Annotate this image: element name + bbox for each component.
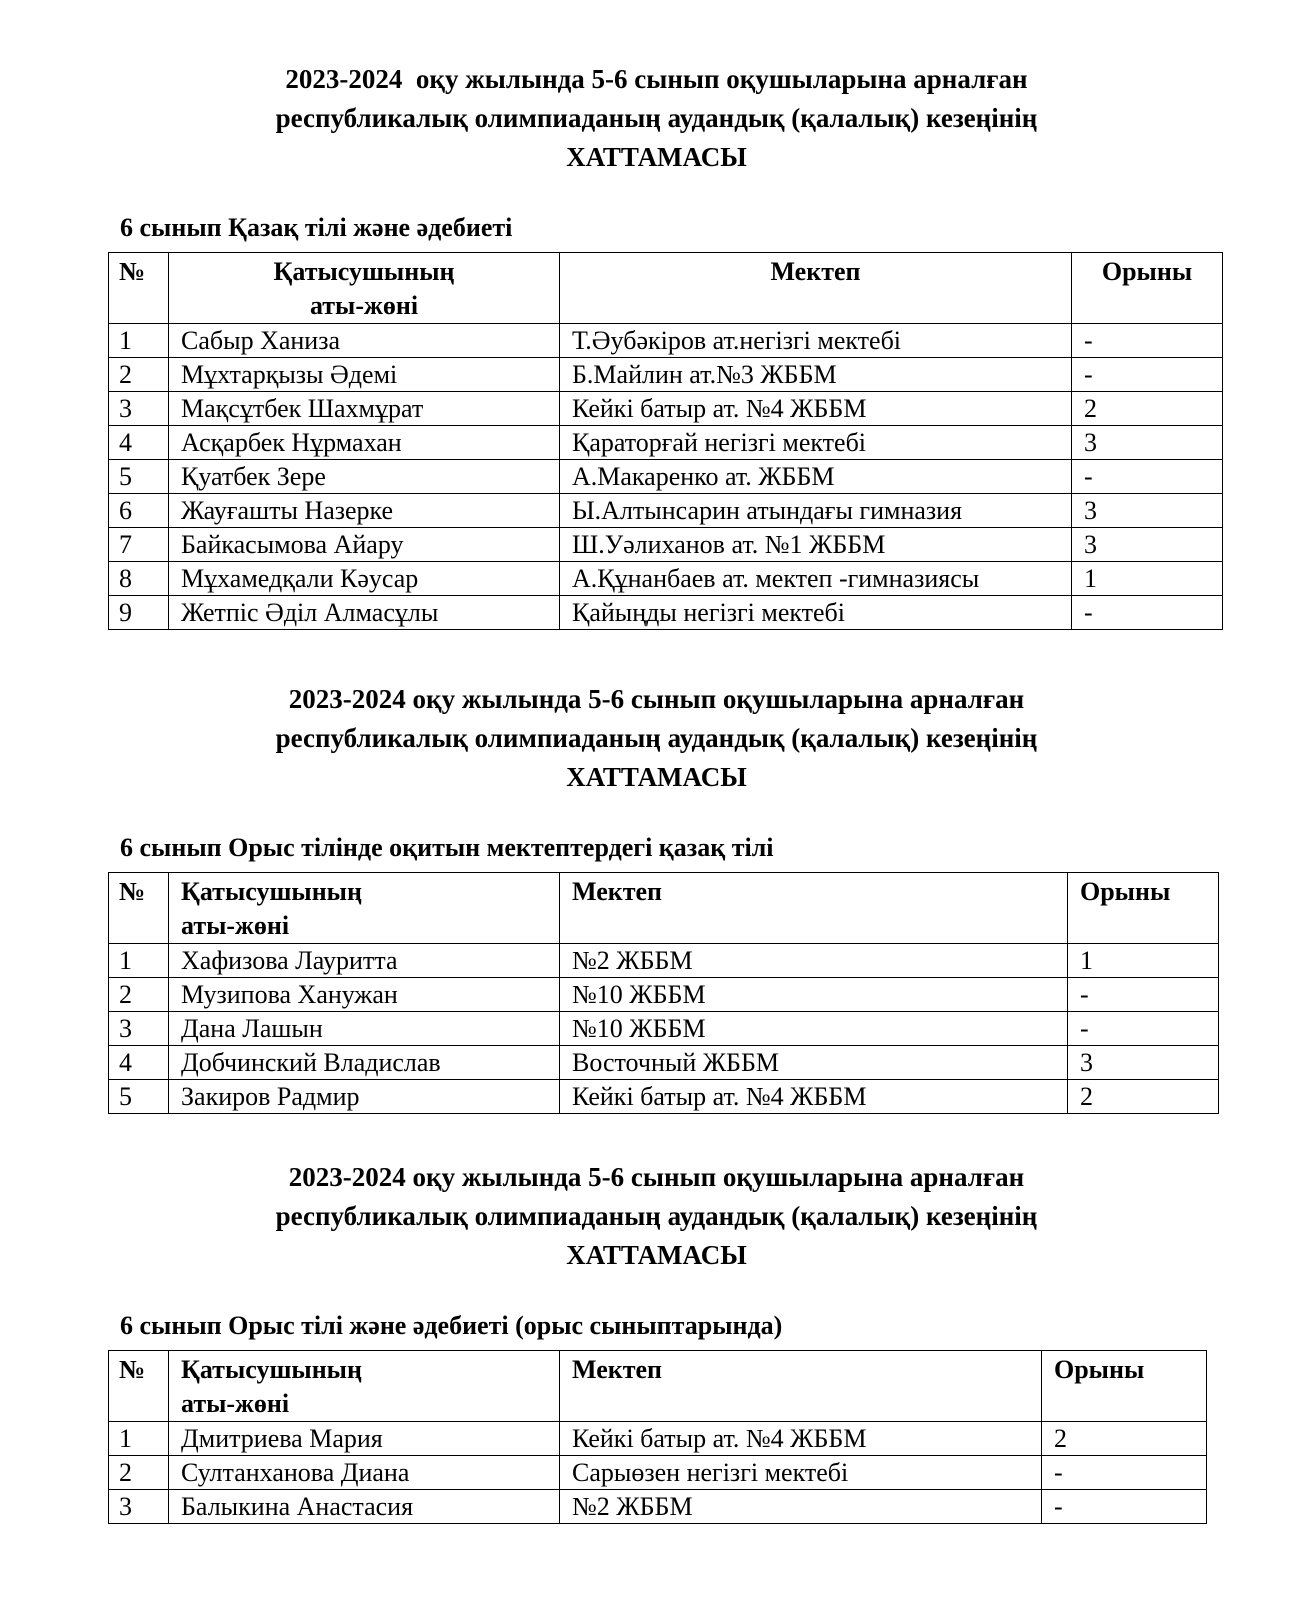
heading-line-1: 2023-2024 оқу жылында 5-6 сынып оқушыларына арналған — [285, 64, 1028, 94]
cell-number: 2 — [109, 978, 169, 1012]
cell-place: 2 — [1042, 1422, 1207, 1456]
heading-line-2: республикалық олимпиаданың аудандық (қалалық) кезеңінің — [275, 1201, 1038, 1231]
cell-school: Восточный ЖББМ — [560, 1046, 1068, 1080]
cell-place: 2 — [1068, 1080, 1219, 1114]
heading-line-3: ХАТТАМАСЫ — [566, 1240, 747, 1270]
cell-name: Асқарбек Нұрмахан — [169, 426, 560, 460]
section-subtitle: 6 сынып Қазақ тілі және әдебиеті — [120, 213, 513, 242]
cell-name: Жауғашты Назерке — [169, 494, 560, 528]
cell-place: 1 — [1068, 944, 1219, 978]
table-row — [109, 1490, 1207, 1524]
column-header-number: № — [109, 1351, 169, 1422]
heading-line-3: ХАТТАМАСЫ — [566, 142, 747, 172]
section-subtitle: 6 сынып Орыс тілі және әдебиеті (орыс сыныптарында) — [120, 1311, 783, 1340]
cell-school: Кейкі батыр ат. №4 ЖББМ — [560, 392, 1072, 426]
cell-number: 5 — [109, 1080, 169, 1114]
section-heading — [0, 680, 1289, 797]
column-header-name — [169, 1351, 560, 1422]
cell-name: Добчинский Владислав — [169, 1046, 560, 1080]
cell-school: А.Макаренко ат. ЖББМ — [560, 460, 1072, 494]
table-header-row — [109, 1351, 1207, 1422]
cell-place: 1 — [1072, 562, 1223, 596]
cell-name: Мұхамедқали Кәусар — [169, 562, 560, 596]
cell-number: 4 — [109, 1046, 169, 1080]
table-row — [109, 528, 1223, 562]
cell-place: - — [1068, 1012, 1219, 1046]
cell-name: Дана Лашын — [169, 1012, 560, 1046]
column-header-place: Орыны — [1042, 1351, 1207, 1422]
cell-number: 3 — [109, 1490, 169, 1524]
table-row — [109, 494, 1223, 528]
cell-place: 3 — [1068, 1046, 1219, 1080]
table-row — [109, 426, 1223, 460]
cell-number: 1 — [109, 324, 169, 358]
cell-name: Мұхтарқызы Әдемі — [169, 358, 560, 392]
results-table — [108, 252, 1223, 630]
cell-school: Ы.Алтынсарин атындағы гимназия — [560, 494, 1072, 528]
cell-number: 2 — [109, 358, 169, 392]
column-header-name-line-1: Қатысушының — [181, 1355, 362, 1384]
column-header-place: Орыны — [1072, 253, 1223, 324]
cell-number: 4 — [109, 426, 169, 460]
cell-school: Сарыөзен негізгі мектебі — [560, 1456, 1042, 1490]
heading-line-1: 2023-2024 оқу жылында 5-6 сынып оқушыларына арналған — [288, 1162, 1025, 1192]
cell-name: Байкасымова Айару — [169, 528, 560, 562]
cell-school: Қайыңды негізгі мектебі — [560, 596, 1072, 630]
cell-school: Ш.Уәлиханов ат. №1 ЖББМ — [560, 528, 1072, 562]
cell-place: 3 — [1072, 426, 1223, 460]
protocol-section-3 — [0, 1158, 1289, 1578]
cell-name: Жетпіс Әділ Алмасұлы — [169, 596, 560, 630]
results-table — [108, 872, 1219, 1114]
cell-school: Т.Әубәкіров ат.негізгі мектебі — [560, 324, 1072, 358]
cell-number: 3 — [109, 1012, 169, 1046]
heading-line-3: ХАТТАМАСЫ — [566, 762, 747, 792]
cell-number: 3 — [109, 392, 169, 426]
cell-place: - — [1068, 978, 1219, 1012]
cell-number: 5 — [109, 460, 169, 494]
column-header-name-line-2: аты-жөні — [181, 1389, 290, 1418]
cell-school: Кейкі батыр ат. №4 ЖББМ — [560, 1422, 1042, 1456]
table-row — [109, 562, 1223, 596]
section-subtitle: 6 сынып Орыс тілінде оқитын мектептердегі қазақ тілі — [120, 833, 774, 862]
cell-place: - — [1072, 596, 1223, 630]
cell-place: - — [1072, 358, 1223, 392]
cell-number: 8 — [109, 562, 169, 596]
heading-line-2: республикалық олимпиаданың аудандық (қалалық) кезеңінің — [275, 103, 1038, 133]
column-header-name-line-2: аты-жөні — [309, 291, 419, 320]
cell-name: Сабыр Ханиза — [169, 324, 560, 358]
column-header-name — [169, 253, 560, 324]
table-row — [109, 324, 1223, 358]
table-row — [109, 944, 1219, 978]
heading-line-2: республикалық олимпиаданың аудандық (қалалық) кезеңінің — [275, 723, 1038, 753]
cell-name: Музипова Ханужан — [169, 978, 560, 1012]
table-row — [109, 596, 1223, 630]
cell-name: Дмитриева Мария — [169, 1422, 560, 1456]
table-row — [109, 460, 1223, 494]
table-row — [109, 1046, 1219, 1080]
protocol-section-1 — [0, 60, 1289, 660]
column-header-name-line-1: Қатысушының — [273, 257, 455, 286]
table-row — [109, 978, 1219, 1012]
table-row — [109, 1422, 1207, 1456]
cell-school: №10 ЖББМ — [560, 1012, 1068, 1046]
table-row — [109, 1456, 1207, 1490]
cell-name: Балыкина Анастасия — [169, 1490, 560, 1524]
cell-place: - — [1042, 1456, 1207, 1490]
cell-name: Қуатбек Зере — [169, 460, 560, 494]
table-header-row — [109, 873, 1219, 944]
cell-place: 2 — [1072, 392, 1223, 426]
cell-place: 3 — [1072, 494, 1223, 528]
cell-school: Б.Майлин ат.№3 ЖББМ — [560, 358, 1072, 392]
results-table — [108, 1350, 1207, 1524]
column-header-name-line-1: Қатысушының — [181, 877, 362, 906]
section-heading — [0, 1158, 1289, 1275]
column-header-name-line-2: аты-жөні — [181, 911, 290, 940]
cell-place: - — [1072, 460, 1223, 494]
cell-place: - — [1072, 324, 1223, 358]
cell-number: 1 — [109, 1422, 169, 1456]
column-header-number: № — [109, 253, 169, 324]
column-header-school: Мектеп — [560, 1351, 1042, 1422]
cell-school: №2 ЖББМ — [560, 1490, 1042, 1524]
cell-school: Қараторғай негізгі мектебі — [560, 426, 1072, 460]
column-header-number: № — [109, 873, 169, 944]
cell-place: - — [1042, 1490, 1207, 1524]
column-header-school: Мектеп — [560, 253, 1072, 324]
cell-number: 1 — [109, 944, 169, 978]
cell-number: 7 — [109, 528, 169, 562]
cell-school: №2 ЖББМ — [560, 944, 1068, 978]
cell-name: Мақсұтбек Шахмұрат — [169, 392, 560, 426]
cell-number: 2 — [109, 1456, 169, 1490]
cell-number: 9 — [109, 596, 169, 630]
protocol-section-2 — [0, 680, 1289, 1140]
cell-school: №10 ЖББМ — [560, 978, 1068, 1012]
cell-name: Закиров Радмир — [169, 1080, 560, 1114]
cell-place: 3 — [1072, 528, 1223, 562]
table-row — [109, 358, 1223, 392]
cell-name: Султанханова Диана — [169, 1456, 560, 1490]
table-header-row — [109, 253, 1223, 324]
cell-school: Кейкі батыр ат. №4 ЖББМ — [560, 1080, 1068, 1114]
column-header-name — [169, 873, 560, 944]
cell-school: А.Құнанбаев ат. мектеп -гимназиясы — [560, 562, 1072, 596]
cell-name: Хафизова Лауритта — [169, 944, 560, 978]
table-row — [109, 1080, 1219, 1114]
cell-number: 6 — [109, 494, 169, 528]
column-header-place: Орыны — [1068, 873, 1219, 944]
heading-line-1: 2023-2024 оқу жылында 5-6 сынып оқушыларына арналған — [288, 684, 1025, 714]
table-row — [109, 1012, 1219, 1046]
table-row — [109, 392, 1223, 426]
section-heading — [0, 60, 1289, 177]
column-header-school: Мектеп — [560, 873, 1068, 944]
